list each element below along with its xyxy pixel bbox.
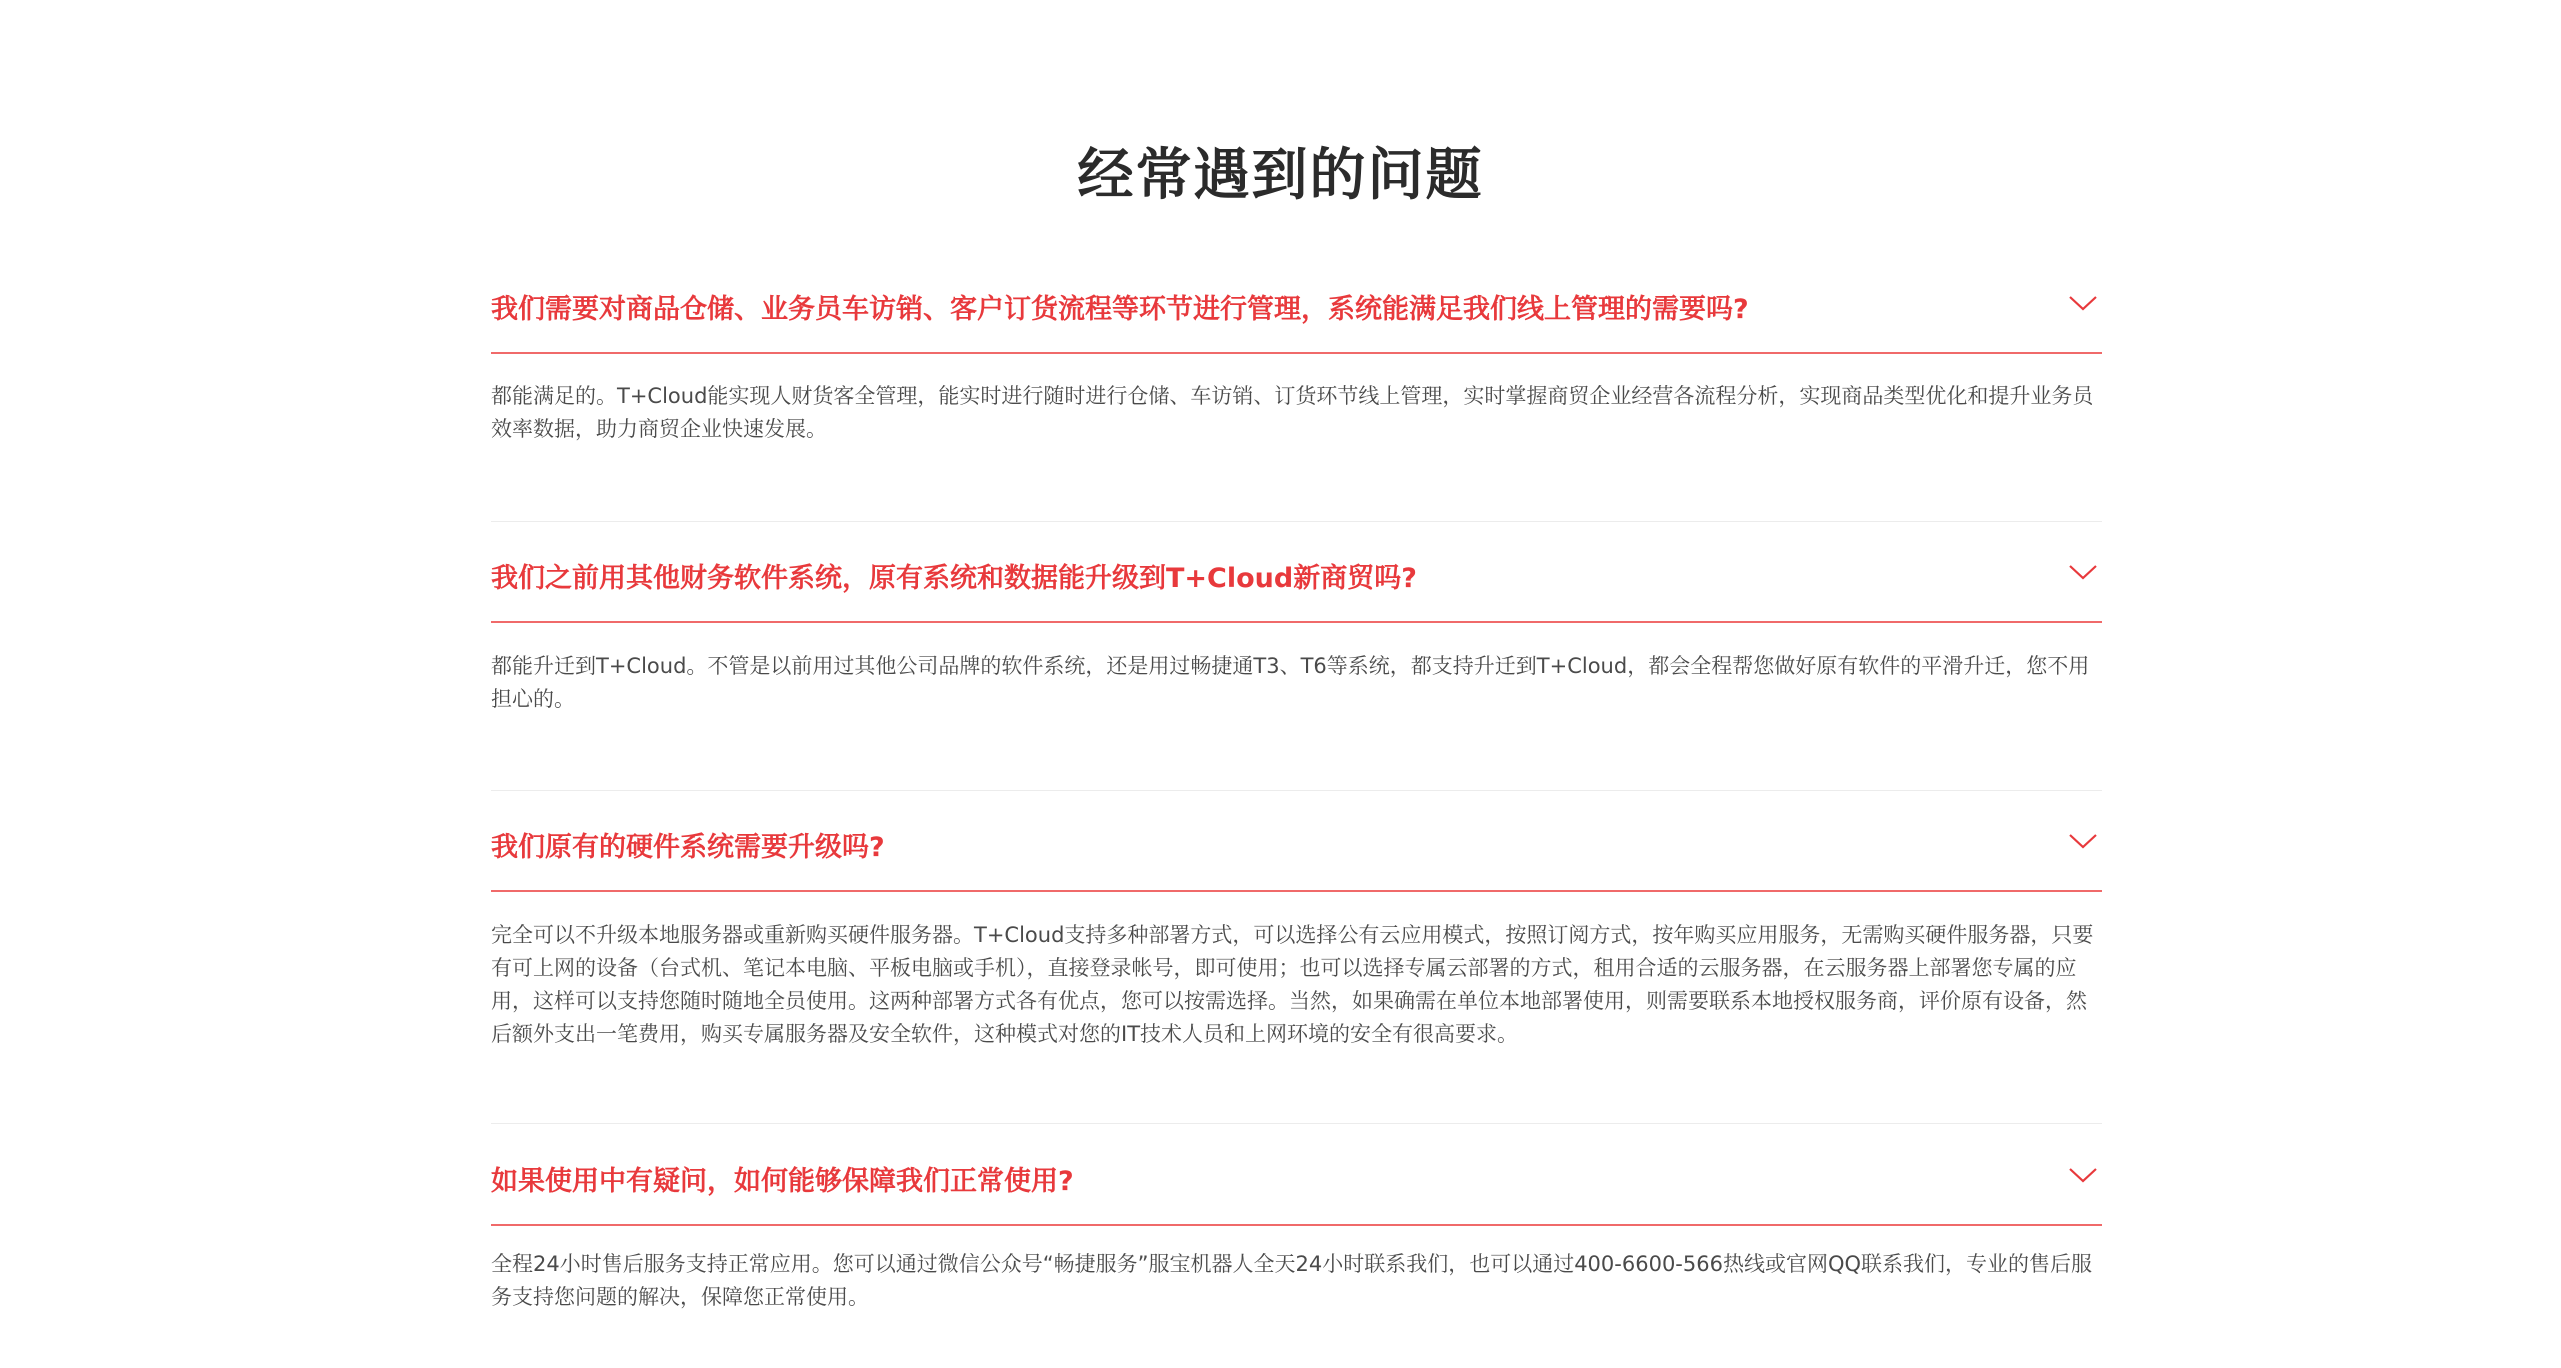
- page-title: 经常遇到的问题: [1077, 142, 1484, 208]
- faq-question-toggle[interactable]: [491, 549, 2102, 623]
- faq-question: 我们需要对商品仓储、业务员车访销、客户订货流程等环节进行管理，系统能满足我们线上管理的需要吗?: [491, 294, 1749, 325]
- faq-answer: 都能升迁到T+Cloud。不管是以前用过其他公司品牌的软件系统，还是用过畅捷通T3、T6等系统，都支持升迁到T+Cloud，都会全程帮您做好原有软件的平滑升迁，您不用担心的。: [491, 654, 2090, 711]
- faq-question: 如果使用中有疑问，如何能够保障我们正常使用?: [491, 1166, 1074, 1197]
- faq-item: [491, 1152, 2102, 1309]
- faq-answer: 都能满足的。T+Cloud能实现人财货客全管理，能实时进行随时进行仓储、车访销、订货环节线上管理，实时掌握商贸企业经营各流程分析，实现商品类型优化和提升业务员效率数据，助力商贸企业快速发展。: [491, 384, 2094, 441]
- faq-question: 我们之前用其他财务软件系统，原有系统和数据能升级到T+Cloud新商贸吗?: [491, 563, 1417, 594]
- faq-item: [491, 818, 2102, 1046]
- faq-question: 我们原有的硬件系统需要升级吗?: [491, 832, 885, 863]
- faq-divider: [491, 1123, 2102, 1124]
- chevron-down-icon[interactable]: [2068, 830, 2098, 852]
- chevron-down-icon[interactable]: [2068, 561, 2098, 583]
- faq-answer: 完全可以不升级本地服务器或重新购买硬件服务器。T+Cloud支持多种部署方式，可以选择公有云应用模式，按照订阅方式，按年购买应用服务，无需购买硬件服务器，只要有可上网的设备（台式机、笔记本电脑、平板电脑或手机），直接登录帐号，即可使用；也可以选择专属云部署的方式，租用合适的云服务器，在云服务器上部署您专属的应用，这样可以支持您随时随地全员使用。这两种部署方式各有优点，您可以按需选择。当然，如果确需在单位本地部署使用，则需要联系本地授权服务商，评价原有设备，然后额外支出一笔费用，购买专属服务器及安全软件，这种模式对您的IT技术人员和上网环境的安全有很高要求。: [491, 923, 2094, 1046]
- faq-item: [491, 549, 2102, 711]
- chevron-down-icon[interactable]: [2068, 292, 2098, 314]
- faq-question-toggle[interactable]: [491, 280, 2102, 354]
- faq-question-toggle[interactable]: [491, 1152, 2102, 1226]
- faq-question-toggle[interactable]: [491, 818, 2102, 892]
- faq-divider: [491, 790, 2102, 791]
- faq-answer: 全程24小时售后服务支持正常应用。您可以通过微信公众号“畅捷服务”服宝机器人全天24小时联系我们，也可以通过400-6600-566热线或官网QQ联系我们，专业的售后服务支持您问题的解决，保障您正常使用。: [491, 1252, 2093, 1309]
- faq-divider: [491, 521, 2102, 522]
- chevron-down-icon[interactable]: [2068, 1164, 2098, 1186]
- faq-item: [491, 280, 2102, 441]
